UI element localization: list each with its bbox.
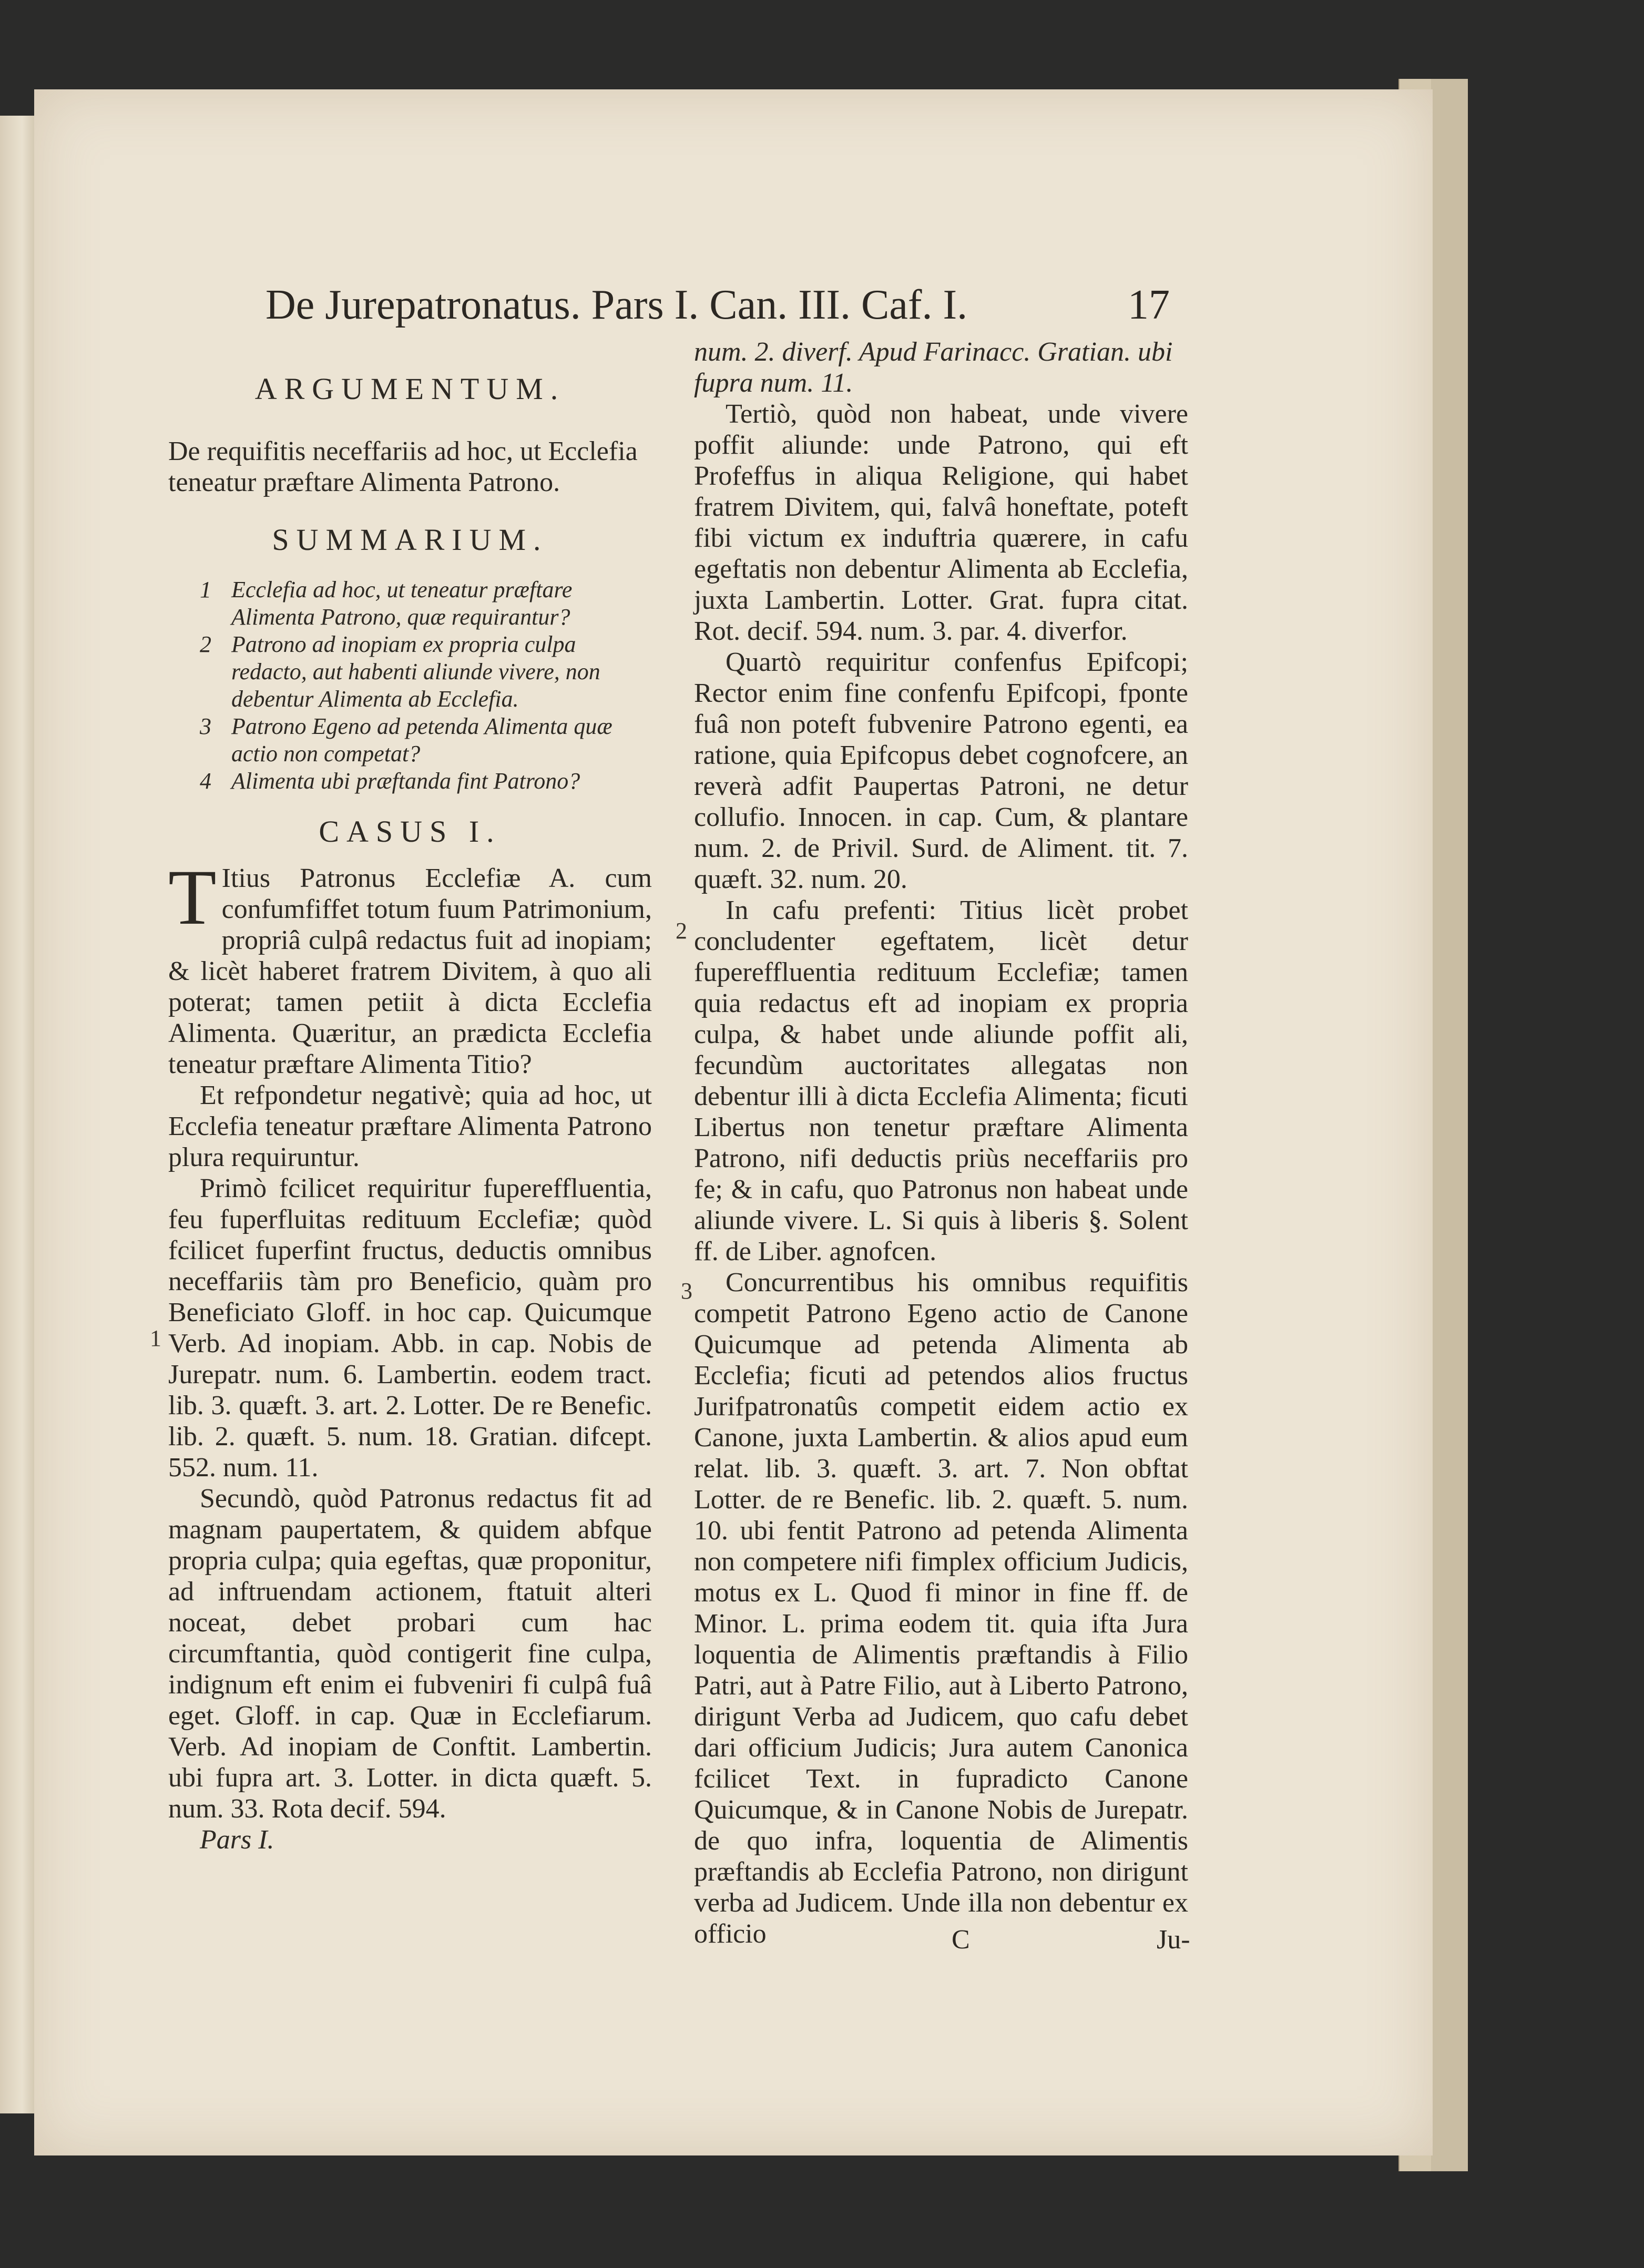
running-head <box>266 281 1170 329</box>
summarium-heading: SUMMARIUM. <box>272 523 548 557</box>
casus-paragraph: T Itius Patronus Ecclefiæ A. cum confumfiffet totum fuum Patrimonium, propriâ culpâ redactus fuit ad inopiam; & licèt haberet fratrem Divitem, à quo ali poterat; tamen petiit à dicta Ecclefia Alimenta. Quæritur, an prædicta Ecclefia teneatur præftare Alimenta Titio? <box>168 854 652 1079</box>
catchword: Ju- <box>1157 1925 1190 1955</box>
summarium-item: 3 Patrono Egeno ad petenda Alimenta quæ actio non competat? <box>200 713 612 767</box>
signature-mark: Pars I. <box>200 1825 274 1855</box>
running-title: De Jurepatronatus. Pars I. Can. III. Caf. I. <box>266 282 968 328</box>
facing-page-edge <box>0 116 37 2113</box>
right-paragraph: Tertiò, quòd non habeat, unde vivere poffit aliunde: unde Patrono, qui eft Profeffus in aliqua Religione, qui habet fratrem Divitem, qui, falvâ honeftate, poteft fibi victum ex induftria quærere, in cafu egeftatis non debentur Alimenta ab Ecclefia, juxta Lambertin. Lotter. Grat. fupra citat. Rot. decif. 594. num. 3. par. 4. diverfor. <box>694 399 1188 646</box>
margin-number: 1 <box>150 1325 161 1351</box>
casus-paragraph: Secundò, quòd Patronus redactus fit ad magnam paupertatem, & quidem abfque propria culpa; quia egeftas, quæ proponitur, ad inftruendam actionem, ftatuit alteri noceat, debet probari cum hac circumftantia, quòd contigerit fine culpa, indignum eft enim ei fubveniri fi culpâ fuâ eget. Gloff. in cap. Quæ in Ecclefiarum. Verb. Ad inopiam de Conftit. Lambertin. ubi fupra art. 3. Lotter. in dicta quæft. 5. num. 33. Rota decif. 594. <box>168 1484 652 1824</box>
drop-cap: T <box>168 854 217 941</box>
summarium-item: 2 Patrono ad inopiam ex propria culpa redacto, aut habenti aliunde vivere, non debentur Alimenta ab Ecclefia. <box>200 631 600 712</box>
summarium-item: 1 Ecclefia ad hoc, ut teneatur præftare Alimenta Patrono, quæ requirantur? <box>200 577 573 630</box>
right-paragraph: num. 2. diverf. Apud Farinacc. Gratian. ubi fupra num. 11. <box>694 337 1173 398</box>
margin-number: 2 <box>676 918 687 944</box>
right-paragraph: In cafu prefenti: Titius licèt probet concludenter egeftatem, licèt detur fupereffluentia redituum Ecclefiæ; tamen quia redactus eft ad inopiam ex propria culpa, & habet unde aliunde poffit ali, fecundùm auctoritates allegatas non debentur illi à dicta Ecclefia Alimenta; ficuti Libertus non tenetur præftare Alimenta Patrono, nifi deductis priùs neceffariis pro fe; & in cafu, quo Patronus non habeat unde aliunde vivere. L. Si quis à liberis §. Solent ff. de Liber. agnofcen. <box>694 895 1188 1266</box>
casus-paragraph: Et refpondetur negativè; quia ad hoc, ut Ecclefia teneatur præftare Alimenta Patrono plura requiruntur. <box>168 1080 652 1172</box>
summarium-list <box>200 576 652 795</box>
casus-paragraph: Primò fcilicet requiritur fupereffluentia, feu fuperfluitas redituum Ecclefiæ; quòd fcilicet fuperfint fructus, deductis omnibus neceffariis tàm pro Beneficio, quàm pro Beneficiato Gloff. in hoc cap. Quicumque Verb. Ad inopiam. Abb. in cap. Nobis de Jurepatr. num. 6. Lambertin. eodem tract. lib. 3. quæft. 3. art. 2. Lotter. De re Benefic. lib. 2. quæft. 5. num. 18. Gratian. difcept. 552. num. 11. <box>168 1173 652 1483</box>
argumentum-heading: ARGUMENTUM. <box>254 372 566 406</box>
summarium-item: 4 Alimenta ubi præftanda fint Patrono? <box>200 768 580 794</box>
casus-heading: CASUS I. <box>319 814 502 849</box>
right-column <box>694 336 1188 1949</box>
page-number: 17 <box>1128 282 1170 328</box>
right-paragraph: Quartò requiritur confenfus Epifcopi; Rector enim fine confenfu Epifcopi, fponte fuâ non poteft fubvenire Patrono egenti, ea ratione, quia Epifcopus debet cognofcere, an reverà adfit Paupertas Patroni, ne detur collufio. Innocen. in cap. Cum, & plantare num. 2. de Privil. Surd. de Aliment. tit. 7. quæft. 32. num. 20. <box>694 647 1188 894</box>
left-column <box>168 373 652 1855</box>
argumentum-text: De requifitis neceffariis ad hoc, ut Ecclefia teneatur præftare Alimenta Patrono. <box>168 436 638 497</box>
signature-letter: C <box>952 1925 970 1955</box>
margin-number: 3 <box>681 1278 692 1304</box>
right-paragraph: Concurrentibus his omnibus requifitis competit Patrono Egeno actio de Canone Quicumque ad petenda Alimenta ab Ecclefia; ficuti ad petendos alios fructus Jurifpatronatûs competit eidem actio ex Canone, juxta Lambertin. & alios apud eum relat. lib. 3. quæft. 3. art. 7. Non obftat Lotter. de re Benefic. lib. 2. quæft. 5. num. 10. ubi fentit Patrono ad petenda Alimenta non competere nifi fimplex officium Judicis, motus ex L. Quod fi minor in fine ff. de Minor. L. prima eodem tit. quia ifta Jura loquentia de Alimentis præftandis à Filio Patri, aut à Patre Filio, aut à Liberto Patrono, dirigunt Verba ad Judicem, quo cafu debet dari officium Judicis; Jura autem Canonica fcilicet Text. in fupradicto Canone Quicumque, & in Canone Nobis de Jurepatr. de quo infra, loquentia de Alimentis præftandis ab Ecclefia Patrono, non dirigunt verba ad Judicem. Unde illa non debentur ex officio <box>694 1268 1188 1949</box>
